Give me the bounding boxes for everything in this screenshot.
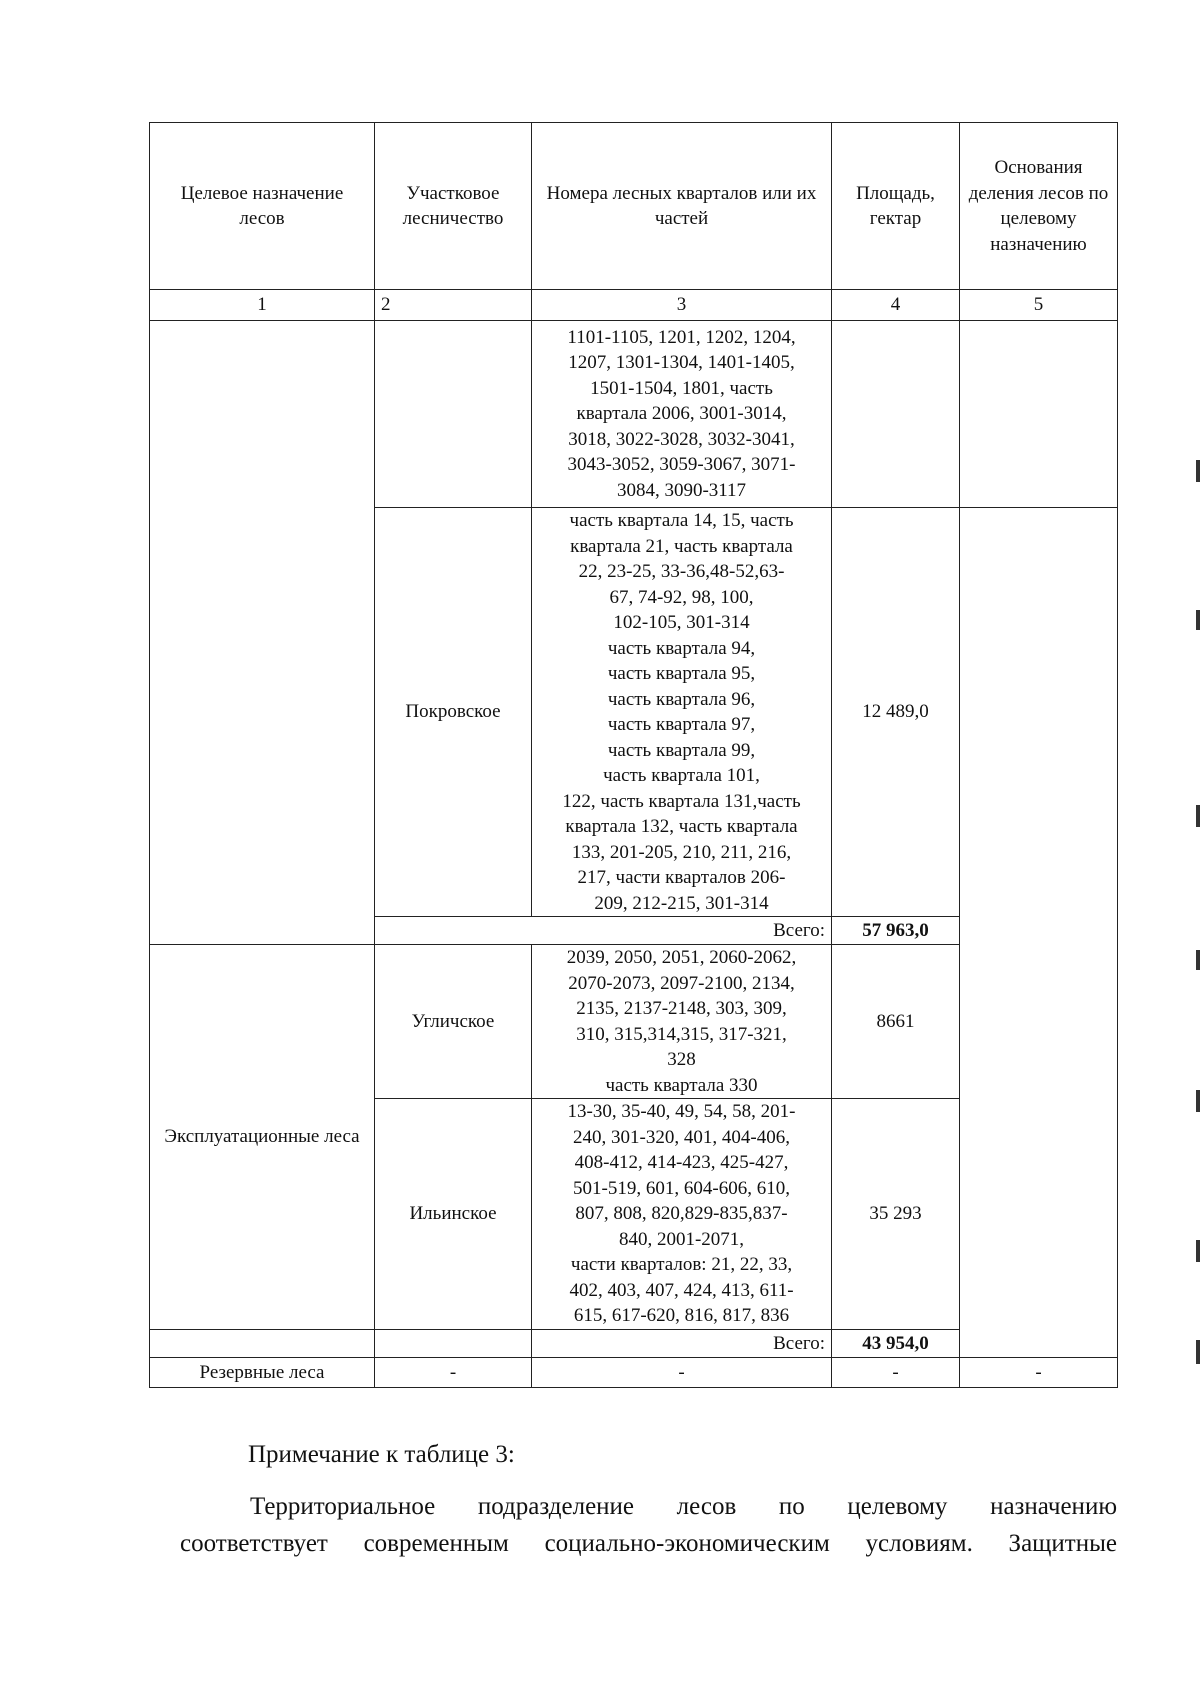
table-row — [150, 1358, 1118, 1388]
dash-cell: - — [532, 1358, 832, 1388]
scan-edge-mark — [1196, 1240, 1200, 1262]
column-number: 5 — [960, 290, 1118, 321]
table-row — [150, 321, 1118, 508]
total-label: Всего: — [375, 917, 832, 945]
forestry-cell-empty — [375, 1330, 532, 1358]
forest-purpose-table — [149, 122, 1118, 1388]
basis-cell-empty — [960, 321, 1118, 508]
dash-cell: - — [375, 1358, 532, 1388]
purpose-cell: Резервные леса — [150, 1358, 375, 1388]
header-quarters: Номера лесных кварталов или их частей — [532, 123, 832, 290]
scan-edge-mark — [1196, 1340, 1200, 1364]
area-cell: 12 489,0 — [832, 508, 960, 917]
scan-edge-mark — [1196, 1090, 1200, 1112]
total-value: 57 963,0 — [832, 917, 960, 945]
purpose-cell-empty — [150, 321, 375, 945]
table-note-title: Примечание к таблице 3: — [248, 1441, 515, 1468]
total-label: Всего: — [532, 1330, 832, 1358]
dash-cell: - — [832, 1358, 960, 1388]
forestry-cell: Покровское — [375, 508, 532, 917]
quarters-cell: 13-30, 35-40, 49, 54, 58, 201- 240, 301-320, 401, 404-406, 408-412, 414-423, 425-427, 501-519, 601, 604-606, 610, 807, 808, 820,829-835,837- 840, 2001-2071, части кварталов: 21, 22, 33, 402, 403, 407, 424, 413, 611- 615, 617-620, 816, 817, 836 — [532, 1099, 832, 1330]
scan-edge-mark — [1196, 610, 1200, 630]
area-cell: 8661 — [832, 945, 960, 1099]
forestry-cell: Угличское — [375, 945, 532, 1099]
column-number: 1 — [150, 290, 375, 321]
scan-edge-mark — [1196, 805, 1200, 827]
purpose-cell: Эксплуатационные леса — [150, 945, 375, 1330]
forestry-cell-empty — [375, 321, 532, 508]
table-header-row — [150, 123, 1118, 290]
column-number: 3 — [532, 290, 832, 321]
quarters-cell: часть квартала 14, 15, часть квартала 21, часть квартала 22, 23-25, 33-36,48-52,63- 67, 74-92, 98, 100, 102-105, 301-314 часть квартала 94, часть квартала 95, часть квартала 96, часть квартала 97, часть квартала 99, часть квартала 101, 122, часть квартала 131,часть квартала 132, часть квартала 133, 201-205, 210, 211, 216, 217, части кварталов 206- 209, 212-215, 301-314 — [532, 508, 832, 917]
note-paragraph-line-2: соответствует современным социально-экономическим условиям. Защитные — [180, 1530, 1117, 1557]
scan-edge-mark — [1196, 950, 1200, 970]
column-number: 2 — [375, 290, 532, 321]
scan-edge-mark — [1196, 460, 1200, 482]
column-number: 4 — [832, 290, 960, 321]
note-paragraph-line-1: Территориальное подразделение лесов по целевому назначению — [250, 1493, 1117, 1520]
quarters-cell: 2039, 2050, 2051, 2060-2062, 2070-2073, 2097-2100, 2134, 2135, 2137-2148, 303, 309, 310, 315,314,315, 317-321, 328 часть квартала 330 — [532, 945, 832, 1099]
basis-cell-empty — [960, 508, 1118, 1358]
area-cell-empty — [832, 321, 960, 508]
header-forestry: Участковое лесничество — [375, 123, 532, 290]
forestry-cell: Ильинское — [375, 1099, 532, 1330]
area-cell: 35 293 — [832, 1099, 960, 1330]
header-basis: Основания деления лесов по целевому назначению — [960, 123, 1118, 290]
dash-cell: - — [960, 1358, 1118, 1388]
quarters-cell: 1101-1105, 1201, 1202, 1204, 1207, 1301-1304, 1401-1405, 1501-1504, 1801, часть квартала 2006, 3001-3014, 3018, 3022-3028, 3032-3041, 3043-3052, 3059-3067, 3071- 3084, 3090-3117 — [532, 321, 832, 508]
purpose-cell-empty — [150, 1330, 375, 1358]
column-number-row — [150, 290, 1118, 321]
total-value: 43 954,0 — [832, 1330, 960, 1358]
header-area: Площадь, гектар — [832, 123, 960, 290]
header-purpose: Целевое назначение лесов — [150, 123, 375, 290]
